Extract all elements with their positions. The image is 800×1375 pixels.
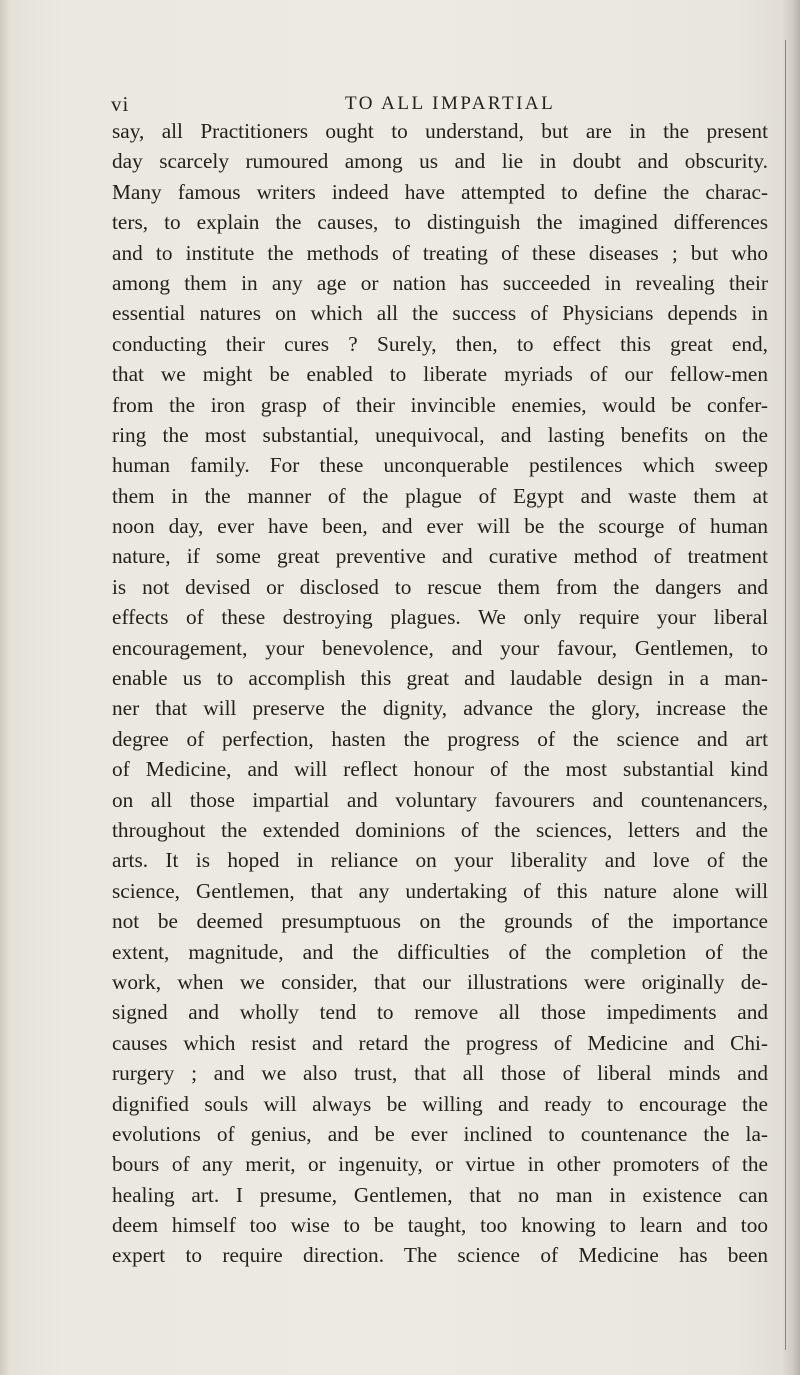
text-line: arts. It is hoped in reliance on your liberality and love of the — [112, 848, 768, 873]
text-line: encouragement, your benevolence, and your favour, Gentlemen, to — [112, 635, 768, 660]
text-line: from the iron grasp of their invincible enemies, would be confer- — [112, 392, 768, 417]
text-line: ters, to explain the causes, to distinguish the imagined differences — [112, 210, 768, 235]
text-line: ner that will preserve the dignity, advance the glory, increase the — [112, 696, 768, 721]
text-line: conducting their cures ? Surely, then, to effect this great end, — [112, 331, 768, 356]
text-line: human family. For these unconquerable pestilences which sweep — [112, 453, 768, 478]
text-line: dignified souls will always be willing and ready to encourage the — [112, 1091, 768, 1116]
text-line: noon day, ever have been, and ever will be the scourge of human — [112, 514, 768, 539]
text-line: is not devised or disclosed to rescue them from the dangers and — [112, 574, 768, 599]
text-line: that we might be enabled to liberate myriads of our fellow-men — [112, 362, 768, 387]
text-line: them in the manner of the plague of Egypt and waste them at — [112, 483, 768, 508]
text-line: rurgery ; and we also trust, that all those of liberal minds and — [112, 1061, 768, 1086]
text-line: day scarcely rumoured among us and lie in doubt and obscurity. — [112, 149, 768, 174]
text-line: essential natures on which all the success of Physicians depends in — [112, 301, 768, 326]
running-title: TO ALL IMPARTIAL — [345, 93, 556, 114]
text-line: signed and wholly tend to remove all those impediments and — [112, 1000, 768, 1025]
text-line: enable us to accomplish this great and laudable design in a man- — [112, 666, 768, 691]
text-line: and to institute the methods of treating of these diseases ; but who — [112, 240, 768, 265]
text-line: work, when we consider, that our illustrations were originally de- — [112, 969, 768, 994]
page-left-shadow — [0, 0, 10, 1375]
text-line: healing art. I presume, Gentlemen, that no man in existence can — [112, 1182, 768, 1207]
text-line: say, all Practitioners ought to understand, but are in the present — [112, 119, 768, 143]
body-text — [112, 116, 768, 1271]
text-line: Many famous writers indeed have attempted to define the charac- — [112, 179, 768, 204]
text-line: extent, magnitude, and the difficulties of the completion of the — [112, 939, 768, 964]
text-line: expert to require direction. The science of Medicine has been — [112, 1243, 768, 1268]
text-line: evolutions of genius, and be ever inclined to countenance the la- — [112, 1121, 768, 1146]
text-line: of Medicine, and will reflect honour of the most substantial kind — [112, 757, 768, 782]
page-edge-line — [785, 40, 786, 1350]
text-line: degree of perfection, hasten the progress of the science and art — [112, 726, 768, 751]
text-line: among them in any age or nation has succeeded in revealing their — [112, 270, 768, 295]
running-head — [111, 92, 771, 118]
text-line: ring the most substantial, unequivocal, and lasting benefits on the — [112, 422, 768, 447]
text-line: on all those impartial and voluntary favourers and countenancers, — [112, 787, 768, 812]
text-line: effects of these destroying plagues. We only require your liberal — [112, 605, 768, 630]
text-line: nature, if some great preventive and curative method of treatment — [112, 544, 768, 569]
text-line: deem himself too wise to be taught, too knowing to learn and too — [112, 1213, 768, 1238]
text-line: causes which resist and retard the progress of Medicine and Chi- — [112, 1030, 768, 1055]
text-line: throughout the extended dominions of the sciences, letters and the — [112, 817, 768, 842]
text-line: science, Gentlemen, that any undertaking of this nature alone will — [112, 878, 768, 903]
page-number: vi — [111, 92, 130, 116]
text-line: bours of any merit, or ingenuity, or virtue in other promoters of the — [112, 1152, 768, 1177]
text-line: not be deemed presumptuous on the grounds of the importance — [112, 909, 768, 934]
